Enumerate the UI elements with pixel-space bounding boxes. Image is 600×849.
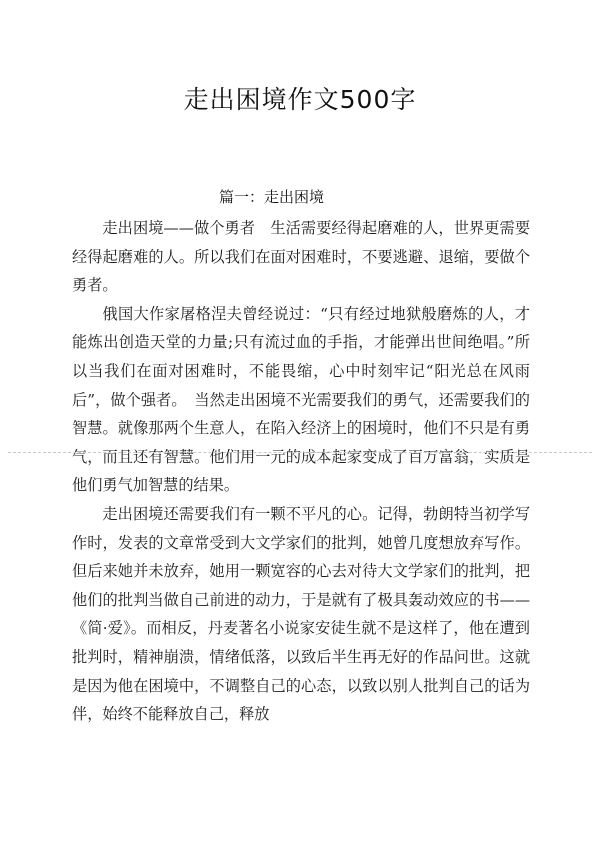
section-heading: 篇一：走出困境: [219, 188, 325, 206]
document-title: 走出困境作文500字: [183, 85, 417, 114]
article-body: [72, 214, 530, 729]
page-divider: [8, 452, 592, 453]
paragraph-1: 走出困境——做个勇者 生活需要经得起磨难的人，世界更需要经得起磨难的人。所以我们在面对困难时，不要逃避、退缩，要做个勇者。: [72, 219, 530, 295]
paragraph-3: 走出困境还需要我们有一颗不平凡的心。记得，勃朗特当初学写作时，发表的文章常受到大文学家们的批判，她曾几度想放弃写作。但后来她并未放弃，她用一颗宽容的心去对待大文学家们的批判，把他们的批判当做自己前进的动力，于是就有了极具轰动效应的书——《简·爱》。而相反，丹麦著名小说家安徒生就不是这样了，他在遭到批判时，精神崩溃，情绪低落，以致后半生再无好的作品问世。这就是因为他在困境中，不调整自己的心态，以致以别人批判自己的话为伴，始终不能释放自己，释放: [72, 504, 530, 724]
paragraph-2: 俄国大作家屠格涅夫曾经说过：“只有经过地狱般磨炼的人，才能炼出创造天堂的力量;只有流过血的手指，才能弹出世间绝唱。”所以当我们在面对困难时，不能畏缩，心中时刻牢记“阳光总在风雨后”，做个强者。 当然走出困境不光需要我们的勇气，还需要我们的智慧。就像那两个生意人，在陷入经济上的困境时，他们不只是有勇气，而且还有智慧。他们用一元的成本起家变成了百万富翁，实质是他们勇气加智慧的结果。: [72, 304, 530, 495]
